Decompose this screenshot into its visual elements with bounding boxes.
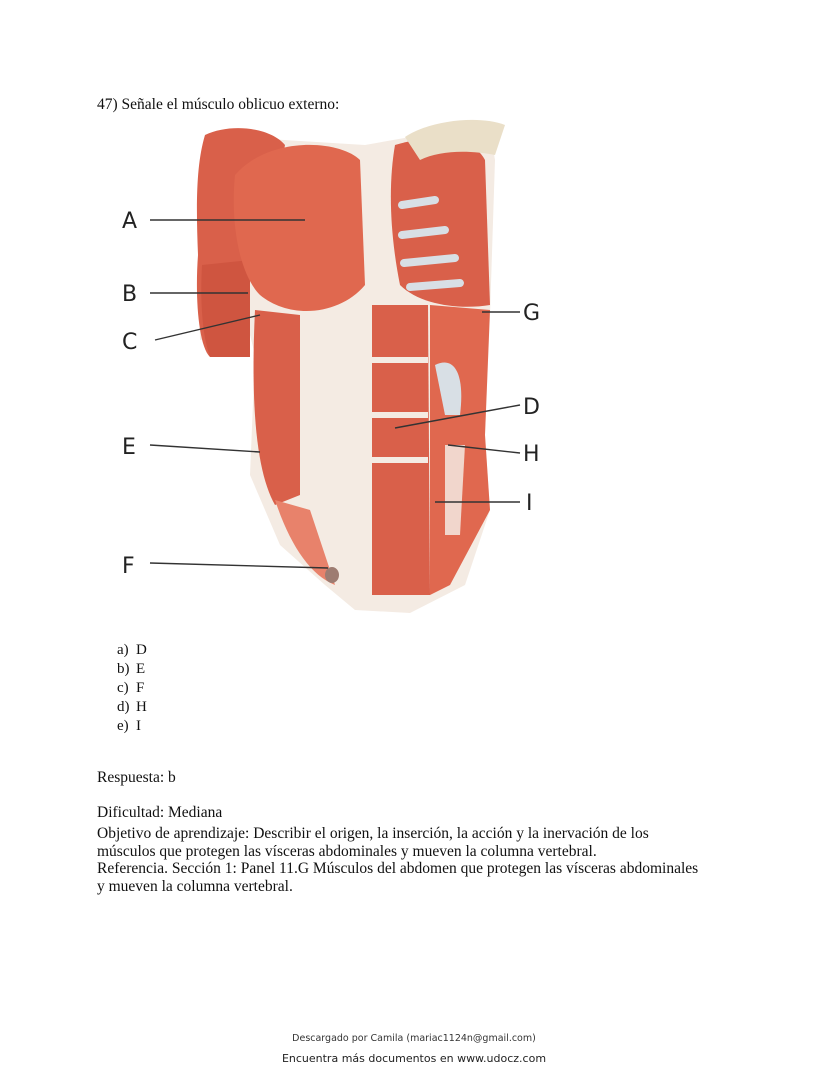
objective-reference-block xyxy=(97,825,757,895)
figure-label-i: I xyxy=(526,491,533,516)
anatomy-figure xyxy=(110,115,550,620)
option-d[interactable]: d) H xyxy=(117,699,147,715)
objective-line-2: músculos que protegen las vísceras abdominales y mueven la columna vertebral. xyxy=(97,842,597,860)
figure-label-h: H xyxy=(523,442,540,467)
answer-text: Respuesta: b xyxy=(97,769,176,786)
option-c[interactable]: c) F xyxy=(117,680,145,696)
figure-label-a: A xyxy=(122,209,138,234)
figure-label-e: E xyxy=(122,435,136,460)
reference-line-2: y mueven la columna vertebral. xyxy=(97,877,293,895)
figure-label-f: F xyxy=(122,554,135,579)
difficulty-text: Dificultad: Mediana xyxy=(97,804,223,821)
figure-label-c: C xyxy=(122,330,138,355)
reference-line-1: Referencia. Sección 1: Panel 11.G Músculos del abdomen que protegen las vísceras abdominales xyxy=(97,860,699,877)
option-a[interactable]: a) D xyxy=(117,642,147,658)
figure-label-d: D xyxy=(523,395,540,420)
option-e[interactable]: e) I xyxy=(117,718,141,734)
figure-label-g: G xyxy=(523,301,541,326)
option-b[interactable]: b) E xyxy=(117,661,146,677)
figure-label-b: B xyxy=(122,282,138,307)
question-title: 47) Señale el músculo oblicuo externo: xyxy=(97,96,340,113)
footer-more-docs-link[interactable]: Encuentra más documentos en www.udocz.com xyxy=(281,1052,547,1065)
answer-options xyxy=(117,641,147,736)
objective-line-1: Objetivo de aprendizaje: Describir el origen, la inserción, la acción y la inervación de los xyxy=(97,825,649,842)
footer-downloaded-by: Descargado por Camila (mariac1124n@gmail.com) xyxy=(292,1033,536,1044)
